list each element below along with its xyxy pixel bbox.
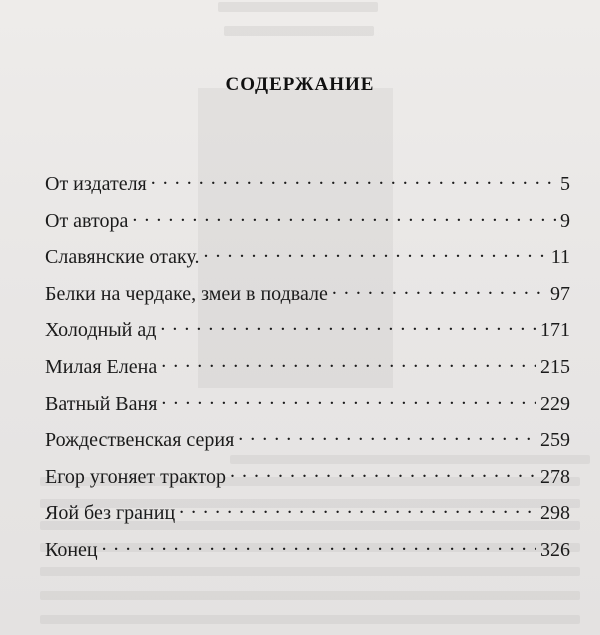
- toc-entry-label: Милая Елена: [45, 355, 158, 378]
- toc-leader-dots: [179, 499, 536, 519]
- toc-entry-page: 11: [550, 246, 570, 269]
- toc-entry-label: Холодный ад: [45, 319, 157, 342]
- toc-entry-label: Рождественская серия: [45, 429, 235, 452]
- bleed-through-line: [40, 591, 580, 600]
- toc-entry: [45, 207, 570, 244]
- toc-leader-dots: [161, 390, 536, 410]
- toc-entry-page: 5: [560, 173, 570, 195]
- toc-entry: [45, 170, 570, 207]
- toc-entry-page: 171: [540, 319, 570, 342]
- toc-entry-label: Яой без границ: [45, 502, 176, 525]
- toc-entry-label: От издателя: [45, 173, 147, 195]
- table-of-contents: [45, 170, 570, 573]
- toc-entry-page: 278: [540, 465, 570, 488]
- bleed-through-line: [218, 2, 378, 12]
- toc-leader-dots: [160, 316, 536, 336]
- toc-leader-dots: [238, 426, 536, 446]
- toc-entry-page: 259: [540, 429, 570, 452]
- toc-entry: [45, 499, 570, 536]
- toc-leader-dots: [230, 463, 536, 483]
- toc-leader-dots: [203, 243, 546, 263]
- toc-entry-label: Конец: [45, 538, 98, 561]
- toc-leader-dots: [332, 280, 546, 300]
- toc-entry-page: 298: [540, 502, 570, 525]
- toc-entry-label: Белки на чердаке, змеи в подвале: [45, 282, 328, 305]
- toc-leader-dots: [102, 536, 536, 556]
- toc-entry-page: 326: [540, 538, 570, 561]
- toc-entry: [45, 536, 570, 573]
- toc-entry: [45, 390, 570, 427]
- toc-entry: [45, 243, 570, 280]
- toc-entry: [45, 280, 570, 317]
- toc-entry-page: 9: [560, 209, 570, 232]
- toc-leader-dots: [151, 170, 556, 190]
- bleed-through-header: [0, 0, 600, 46]
- toc-entry-label: От автора: [45, 209, 129, 232]
- toc-leader-dots: [161, 353, 536, 373]
- bleed-through-line: [224, 26, 374, 36]
- toc-entry-label: Ватный Ваня: [45, 392, 158, 415]
- toc-entry-label: Славянские отаку.: [45, 246, 200, 269]
- bleed-through-line: [40, 615, 580, 624]
- toc-entry-label: Егор угоняет трактор: [45, 465, 226, 488]
- toc-entry: [45, 353, 570, 390]
- toc-entry: [45, 463, 570, 500]
- toc-leader-dots: [132, 207, 556, 227]
- toc-entry: [45, 316, 570, 353]
- toc-title: СОДЕРЖАНИЕ: [225, 74, 375, 95]
- toc-entry-page: 229: [540, 392, 570, 415]
- toc-entry-page: 97: [550, 282, 570, 305]
- toc-entry: [45, 426, 570, 463]
- toc-entry-page: 215: [540, 355, 570, 378]
